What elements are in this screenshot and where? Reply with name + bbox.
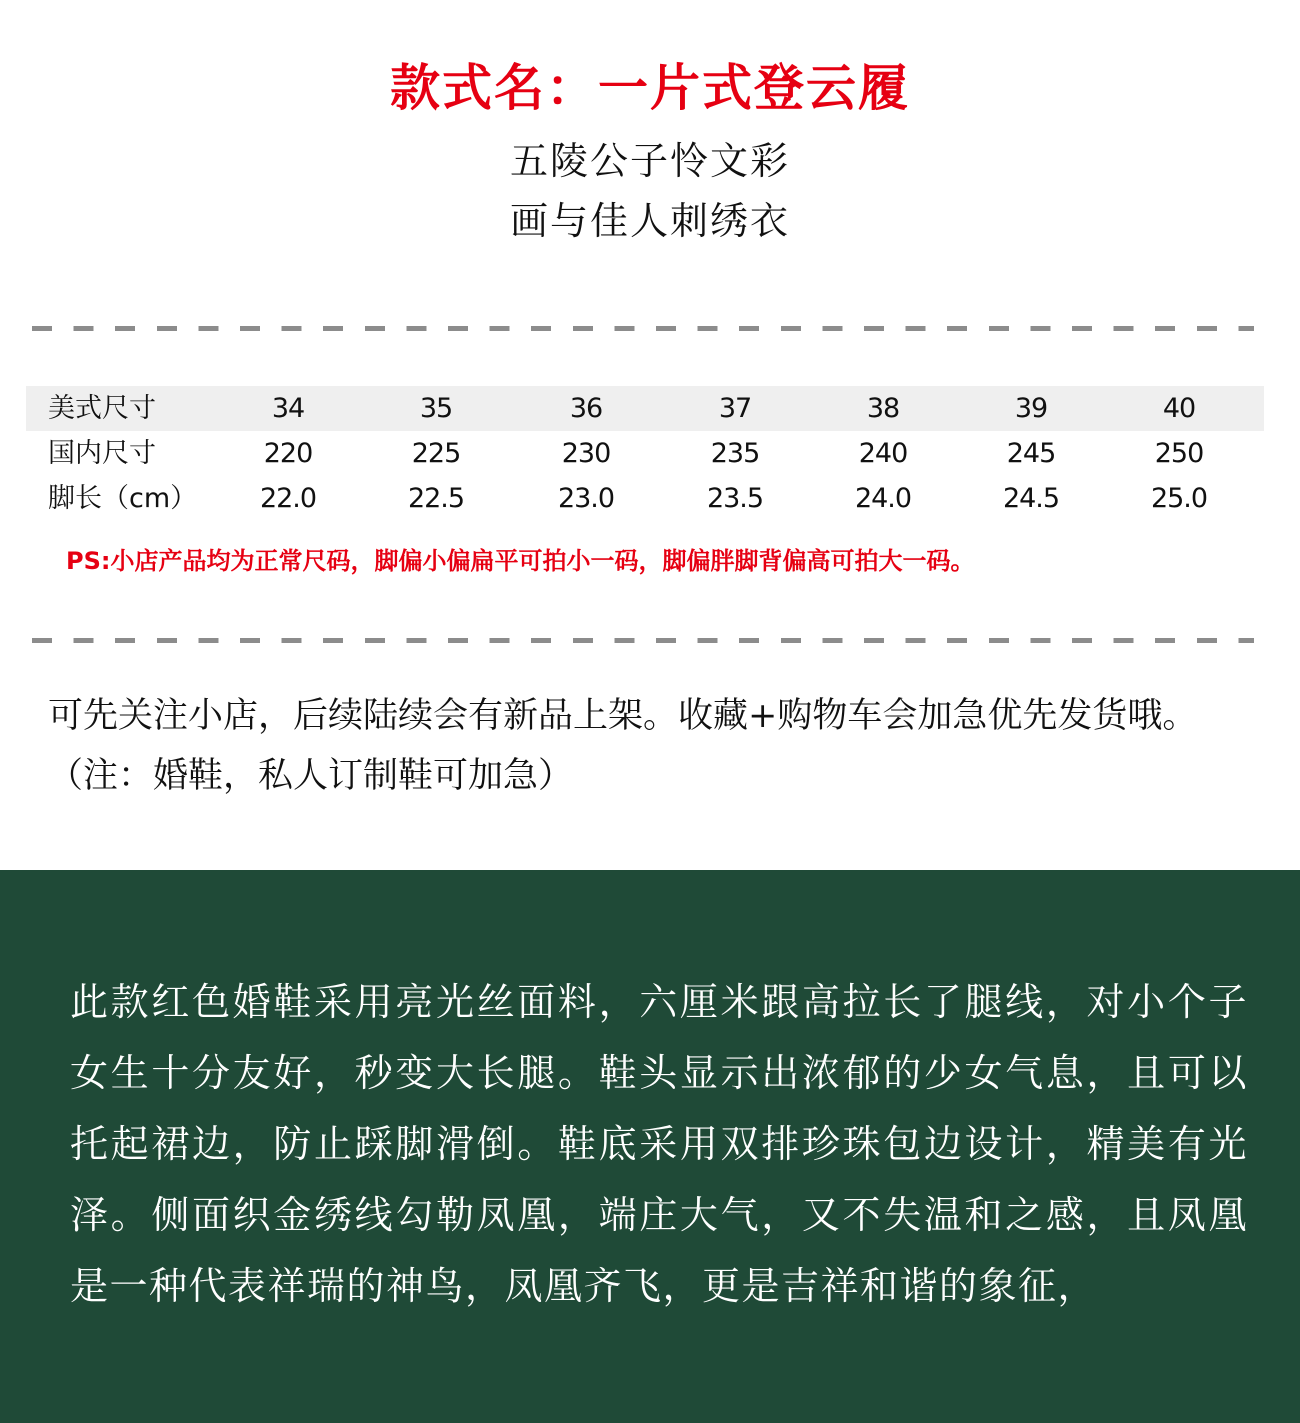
table-cell: 34 [271, 393, 305, 424]
sizing-ps-note: PS:小店产品均为正常尺码，脚偏小偏扁平可拍小一码，脚偏胖脚背偏高可拍大一码。 [66, 547, 975, 575]
table-cell: 225 [411, 438, 461, 469]
table-row-cn-size [26, 431, 1264, 476]
row-label: 美式尺寸 [48, 393, 156, 424]
row-label: 脚长（cm） [48, 483, 198, 514]
table-cell: 235 [710, 438, 760, 469]
row-label: 国内尺寸 [48, 438, 156, 469]
table-cell: 240 [858, 438, 908, 469]
table-cell: 36 [569, 393, 603, 424]
table-cell: 24.5 [1002, 483, 1060, 514]
table-cell: 245 [1006, 438, 1056, 469]
product-description: 此款红色婚鞋采用亮光丝面料，六厘米跟高拉长了腿线，对小个子女生十分友好，秒变大长腿。鞋头显示出浓郁的少女气息，且可以托起裙边，防止踩脚滑倒。鞋底采用双排珍珠包边设计，精美有光泽。侧面织金绣线勾勒凤凰，端庄大气，又不失温和之感，且凤凰是一种代表祥瑞的神鸟，凤凰齐飞，更是吉祥和谐的象征， [70, 980, 1248, 1308]
table-cell: 22.5 [407, 483, 465, 514]
poem-line-2: 画与佳人刺绣衣 [509, 199, 790, 243]
follow-notice: 可先关注小店，后续陆续会有新品上架。收藏+购物车会加急优先发货哦。 [48, 696, 1198, 736]
dashed-divider-bottom [32, 638, 1254, 643]
description-panel [0, 870, 1300, 1423]
size-table [26, 386, 1264, 521]
table-cell: 23.0 [557, 483, 615, 514]
product-title: 款式名：一片式登云履 [390, 58, 910, 117]
dashed-divider-top [32, 326, 1254, 331]
table-cell: 22.0 [259, 483, 317, 514]
table-cell: 40 [1162, 393, 1196, 424]
table-cell: 38 [866, 393, 900, 424]
poem-line-1: 五陵公子怜文彩 [509, 139, 790, 183]
table-row-us-size [26, 386, 1264, 431]
table-cell: 37 [718, 393, 752, 424]
table-row-foot-length [26, 476, 1264, 521]
table-cell: 39 [1014, 393, 1048, 424]
table-cell: 24.0 [854, 483, 912, 514]
table-cell: 23.5 [706, 483, 764, 514]
rush-order-note: （注：婚鞋，私人订制鞋可加急） [48, 756, 574, 796]
table-cell: 250 [1154, 438, 1204, 469]
table-cell: 25.0 [1150, 483, 1208, 514]
table-cell: 35 [419, 393, 453, 424]
table-cell: 230 [561, 438, 611, 469]
table-cell: 220 [263, 438, 313, 469]
